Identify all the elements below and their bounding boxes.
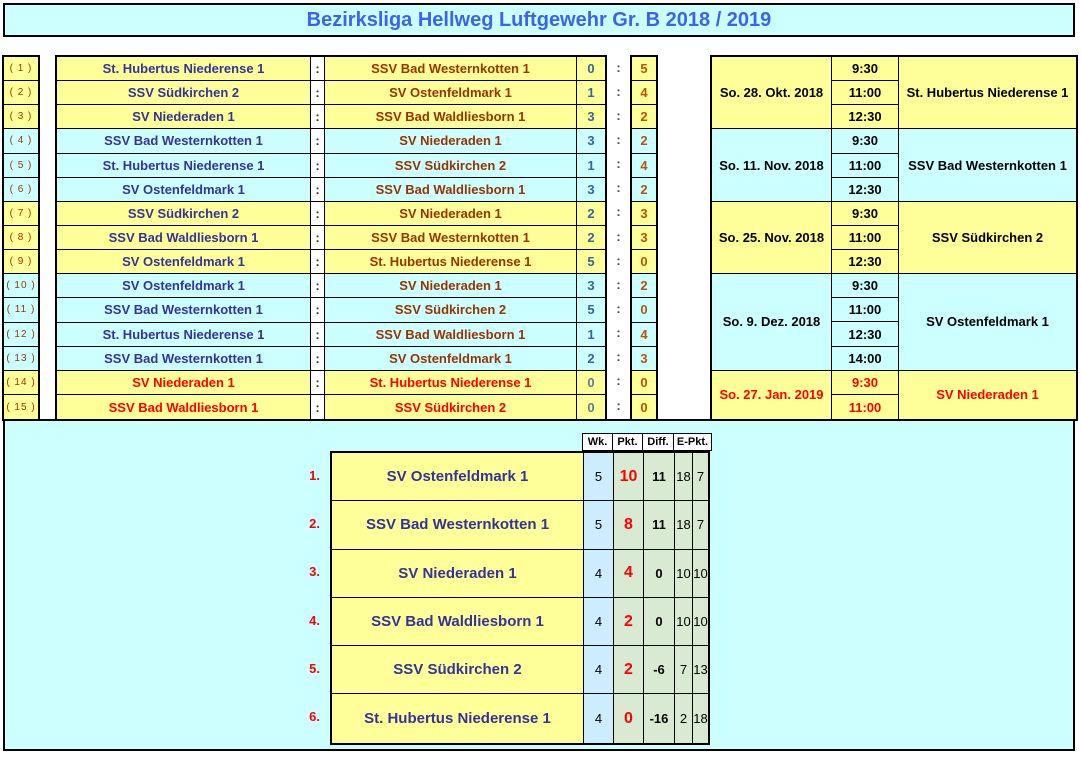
away-team-cell: St. Hubertus Niederense 1 <box>325 371 577 394</box>
standings-header <box>582 433 712 451</box>
host-team-cell: SSV Bad Westernkotten 1 <box>908 157 1067 173</box>
wk-value: 4 <box>584 694 614 742</box>
host-team-cell: SV Ostenfeldmark 1 <box>926 314 1049 330</box>
home-team-cell: SSV Bad Westernkotten 1 <box>57 129 311 152</box>
team-colon: : <box>311 323 325 346</box>
schedule-date-cell: So. 11. Nov. 2018 <box>712 129 832 200</box>
home-score-cell: 0 <box>587 374 595 390</box>
wk-value: 5 <box>584 453 614 500</box>
home-score-cell: 2 <box>587 230 595 246</box>
match-row <box>57 371 605 395</box>
standings-table <box>330 451 710 745</box>
schedule-time-cell: 11:00 <box>832 226 898 250</box>
match-row <box>57 395 605 419</box>
home-score-cell: 1 <box>587 85 595 101</box>
score-colon: : <box>616 276 621 292</box>
match-row <box>57 323 605 347</box>
away-team-cell: SSV Bad Waldliesborn 1 <box>325 323 577 346</box>
schedule-times <box>832 202 899 273</box>
score-colon: : <box>616 349 621 365</box>
score-colon: : <box>616 373 621 389</box>
standings-row <box>332 646 708 694</box>
away-team-cell: SV Niederaden 1 <box>325 274 577 297</box>
home-team-cell: St. Hubertus Niederense 1 <box>57 323 311 346</box>
standings-rank: 4. <box>309 612 320 628</box>
pkt-value: 2 <box>614 598 644 645</box>
score-colon: : <box>616 228 621 244</box>
epkt-for-value: 10 <box>675 550 693 597</box>
away-team-cell: St. Hubertus Niederense 1 <box>325 250 577 273</box>
team-colon: : <box>311 395 325 419</box>
diff-value: 11 <box>644 453 675 500</box>
standings-row <box>332 550 708 598</box>
home-score-cell: 5 <box>587 254 595 270</box>
schedule-date-cell: So. 28. Okt. 2018 <box>712 57 832 128</box>
host-team-cell: SV Niederaden 1 <box>936 387 1039 403</box>
epkt-against-value: 7 <box>693 501 708 548</box>
wk-value: 4 <box>584 550 614 597</box>
pkt-value: 2 <box>614 646 644 693</box>
schedule-date-cell: So. 27. Jan. 2019 <box>712 371 832 419</box>
team-colon: : <box>311 105 325 128</box>
match-row <box>57 129 605 153</box>
schedule-group <box>712 202 1076 274</box>
team-colon: : <box>311 154 325 177</box>
score-colon: : <box>616 397 621 413</box>
schedule-time-cell: 9:30 <box>832 202 898 226</box>
epkt-against-value: 13 <box>693 646 708 693</box>
match-row <box>57 347 605 371</box>
match-row-number: ( 2 ) <box>4 81 38 105</box>
away-team-cell: SSV Südkirchen 2 <box>325 154 577 177</box>
home-team-cell: SSV Südkirchen 2 <box>57 202 311 225</box>
schedule-time-cell: 11:00 <box>832 154 898 178</box>
away-team-cell: SSV Südkirchen 2 <box>325 298 577 321</box>
epkt-for-value: 18 <box>675 453 693 500</box>
schedule-time-cell: 12:30 <box>848 109 882 125</box>
home-team-cell: SV Niederaden 1 <box>57 105 311 128</box>
away-score-cell: 3 <box>632 202 656 226</box>
score-colon: : <box>616 180 621 196</box>
away-team-cell: SSV Bad Westernkotten 1 <box>325 57 577 80</box>
diff-value: 0 <box>644 550 675 597</box>
host-team-cell: SSV Südkirchen 2 <box>931 229 1044 245</box>
home-score-cell: 1 <box>587 326 595 342</box>
pkt-value: 4 <box>614 550 644 597</box>
match-row-number: ( 10 ) <box>4 274 38 298</box>
home-team-cell: SV Niederaden 1 <box>57 371 311 394</box>
match-row-number: ( 13 ) <box>4 347 38 371</box>
away-team-cell: SSV Bad Waldliesborn 1 <box>325 105 577 128</box>
score-colon-column <box>607 55 630 417</box>
away-team-cell: SV Ostenfeldmark 1 <box>325 347 577 370</box>
standings-team-cell: SSV Bad Waldliesborn 1 <box>332 598 584 645</box>
host-team-cell: St. Hubertus Niederense 1 <box>906 85 1069 101</box>
epkt-against-value: 18 <box>693 694 708 742</box>
team-colon: : <box>311 57 325 80</box>
schedule-group <box>712 129 1076 201</box>
epkt-against-value: 7 <box>693 453 708 500</box>
match-row-number: ( 8 ) <box>4 226 38 250</box>
wk-value: 4 <box>584 598 614 645</box>
schedule-group <box>712 57 1076 129</box>
standings-rank-column <box>292 451 324 741</box>
home-team-cell: SSV Bad Westernkotten 1 <box>57 347 311 370</box>
diff-value: 11 <box>644 501 675 548</box>
score-colon: : <box>616 325 621 341</box>
match-row-number: ( 6 ) <box>4 178 38 202</box>
epkt-for-value: 18 <box>675 501 693 548</box>
match-row-number: ( 3 ) <box>4 105 38 129</box>
score-colon: : <box>616 83 621 99</box>
schedule-times <box>832 371 899 419</box>
standings-row <box>332 501 708 549</box>
standings-rank: 1. <box>309 467 320 483</box>
schedule-time-cell: 14:00 <box>848 350 882 366</box>
away-score-cell: 2 <box>632 105 656 129</box>
epkt-for-value: 7 <box>675 646 693 693</box>
schedule-times <box>832 57 899 128</box>
score-colon: : <box>616 300 621 316</box>
diff-value: -16 <box>644 694 675 742</box>
home-team-cell: SSV Bad Waldliesborn 1 <box>57 226 311 249</box>
score-colon: : <box>616 156 621 172</box>
schedule-time-cell: 9:30 <box>832 129 898 153</box>
home-score-cell: 3 <box>587 133 595 149</box>
match-row <box>57 298 605 322</box>
schedule-group <box>712 274 1076 371</box>
standings-team-cell: SV Niederaden 1 <box>332 550 584 597</box>
away-team-cell: SV Niederaden 1 <box>325 202 577 225</box>
home-score-cell: 0 <box>587 399 595 415</box>
wk-value: 4 <box>584 646 614 693</box>
match-row-number: ( 9 ) <box>4 250 38 274</box>
standings-row <box>332 598 708 646</box>
epkt-for-value: 10 <box>675 598 693 645</box>
schedule-time-cell: 9:30 <box>832 274 898 298</box>
header-diff: Diff. <box>643 434 674 450</box>
home-score-cell: 3 <box>587 109 595 125</box>
schedule-panel <box>710 55 1078 421</box>
team-colon: : <box>311 250 325 273</box>
away-score-cell: 4 <box>632 154 656 178</box>
home-score-cell: 3 <box>587 278 595 294</box>
standings-rank: 3. <box>309 564 320 580</box>
standings-rank: 6. <box>309 709 320 725</box>
schedule-time-cell: 9:30 <box>832 371 898 396</box>
home-team-cell: SSV Südkirchen 2 <box>57 81 311 104</box>
match-row-number: ( 7 ) <box>4 202 38 226</box>
schedule-time-cell: 12:30 <box>848 254 882 270</box>
away-score-cell: 4 <box>632 323 656 347</box>
schedule-time-cell: 9:30 <box>832 57 898 81</box>
epkt-against-value: 10 <box>693 598 708 645</box>
team-colon: : <box>311 202 325 225</box>
home-team-cell: SSV Bad Waldliesborn 1 <box>57 395 311 419</box>
home-team-cell: SSV Bad Westernkotten 1 <box>57 298 311 321</box>
schedule-date-cell: So. 9. Dez. 2018 <box>712 274 832 370</box>
away-team-cell: SV Ostenfeldmark 1 <box>325 81 577 104</box>
away-score-cell: 0 <box>632 250 656 274</box>
match-row <box>57 274 605 298</box>
away-score-cell: 3 <box>632 226 656 250</box>
away-score-cell: 3 <box>632 347 656 371</box>
match-number-column <box>2 55 40 421</box>
wk-value: 5 <box>584 501 614 548</box>
match-row <box>57 178 605 202</box>
header-epkt: E-Pkt. <box>676 436 709 448</box>
away-score-cell: 0 <box>632 298 656 322</box>
team-colon: : <box>311 298 325 321</box>
home-team-cell: St. Hubertus Niederense 1 <box>57 57 311 80</box>
away-score-column <box>630 55 658 421</box>
schedule-time-cell: 12:30 <box>848 181 882 197</box>
team-colon: : <box>311 371 325 394</box>
score-colon: : <box>616 131 621 147</box>
schedule-time-cell: 11:00 <box>848 399 882 415</box>
team-colon: : <box>311 226 325 249</box>
home-score-cell: 2 <box>587 205 595 221</box>
schedule-date-cell: So. 25. Nov. 2018 <box>712 202 832 273</box>
diff-value: 0 <box>644 598 675 645</box>
away-score-cell: 0 <box>632 395 656 419</box>
match-table <box>55 55 607 421</box>
home-team-cell: SV Ostenfeldmark 1 <box>57 250 311 273</box>
match-row <box>57 154 605 178</box>
home-score-cell: 5 <box>587 302 595 318</box>
away-score-cell: 4 <box>632 81 656 105</box>
home-score-cell: 3 <box>587 181 595 197</box>
schedule-times <box>832 129 899 200</box>
home-score-cell: 1 <box>587 157 595 173</box>
schedule-time-cell: 11:00 <box>832 81 898 105</box>
standings-team-cell: St. Hubertus Niederense 1 <box>332 694 584 742</box>
home-score-cell: 2 <box>587 350 595 366</box>
header-wk: Wk. <box>583 434 613 450</box>
home-team-cell: SV Ostenfeldmark 1 <box>57 178 311 201</box>
header-pkt: Pkt. <box>613 434 643 450</box>
match-row <box>57 105 605 129</box>
match-row <box>57 57 605 81</box>
match-row-number: ( 11 ) <box>4 298 38 322</box>
standings-team-cell: SSV Bad Westernkotten 1 <box>332 501 584 548</box>
page-title: Bezirksliga Hellweg Luftgewehr Gr. B 2018 / 2019 <box>3 3 1075 37</box>
away-team-cell: SSV Bad Westernkotten 1 <box>325 226 577 249</box>
schedule-group <box>712 371 1076 419</box>
team-colon: : <box>311 274 325 297</box>
away-team-cell: SV Niederaden 1 <box>325 129 577 152</box>
match-row-number: ( 12 ) <box>4 323 38 347</box>
match-row <box>57 202 605 226</box>
team-colon: : <box>311 129 325 152</box>
standings-team-cell: SSV Südkirchen 2 <box>332 646 584 693</box>
team-colon: : <box>311 347 325 370</box>
away-score-cell: 2 <box>632 274 656 298</box>
home-team-cell: SV Ostenfeldmark 1 <box>57 274 311 297</box>
pkt-value: 10 <box>614 453 644 500</box>
schedule-time-cell: 12:30 <box>832 322 898 346</box>
away-score-cell: 2 <box>632 178 656 202</box>
epkt-against-value: 10 <box>693 550 708 597</box>
score-colon: : <box>616 59 621 75</box>
score-colon: : <box>616 252 621 268</box>
match-row-number: ( 5 ) <box>4 154 38 178</box>
score-colon: : <box>616 107 621 123</box>
away-score-cell: 5 <box>632 57 656 81</box>
match-row <box>57 226 605 250</box>
match-row-number: ( 1 ) <box>4 57 38 81</box>
away-team-cell: SSV Bad Waldliesborn 1 <box>325 178 577 201</box>
match-row-number: ( 4 ) <box>4 129 38 153</box>
match-row-number: ( 15 ) <box>4 395 38 419</box>
standings-row <box>332 453 708 501</box>
team-colon: : <box>311 81 325 104</box>
standings-rank: 5. <box>309 660 320 676</box>
match-row-number: ( 14 ) <box>4 371 38 395</box>
score-colon: : <box>616 204 621 220</box>
home-team-cell: St. Hubertus Niederense 1 <box>57 154 311 177</box>
schedule-times <box>832 274 899 370</box>
diff-value: -6 <box>644 646 675 693</box>
schedule-time-cell: 11:00 <box>832 298 898 322</box>
standings-team-cell: SV Ostenfeldmark 1 <box>332 453 584 500</box>
match-row <box>57 250 605 274</box>
away-score-cell: 2 <box>632 129 656 153</box>
match-row <box>57 81 605 105</box>
away-team-cell: SSV Südkirchen 2 <box>325 395 577 419</box>
pkt-value: 0 <box>614 694 644 742</box>
standings-row <box>332 694 708 742</box>
pkt-value: 8 <box>614 501 644 548</box>
team-colon: : <box>311 178 325 201</box>
standings-rank: 2. <box>309 515 320 531</box>
epkt-for-value: 2 <box>675 694 693 742</box>
home-score-cell: 0 <box>587 61 595 77</box>
away-score-cell: 0 <box>632 371 656 395</box>
